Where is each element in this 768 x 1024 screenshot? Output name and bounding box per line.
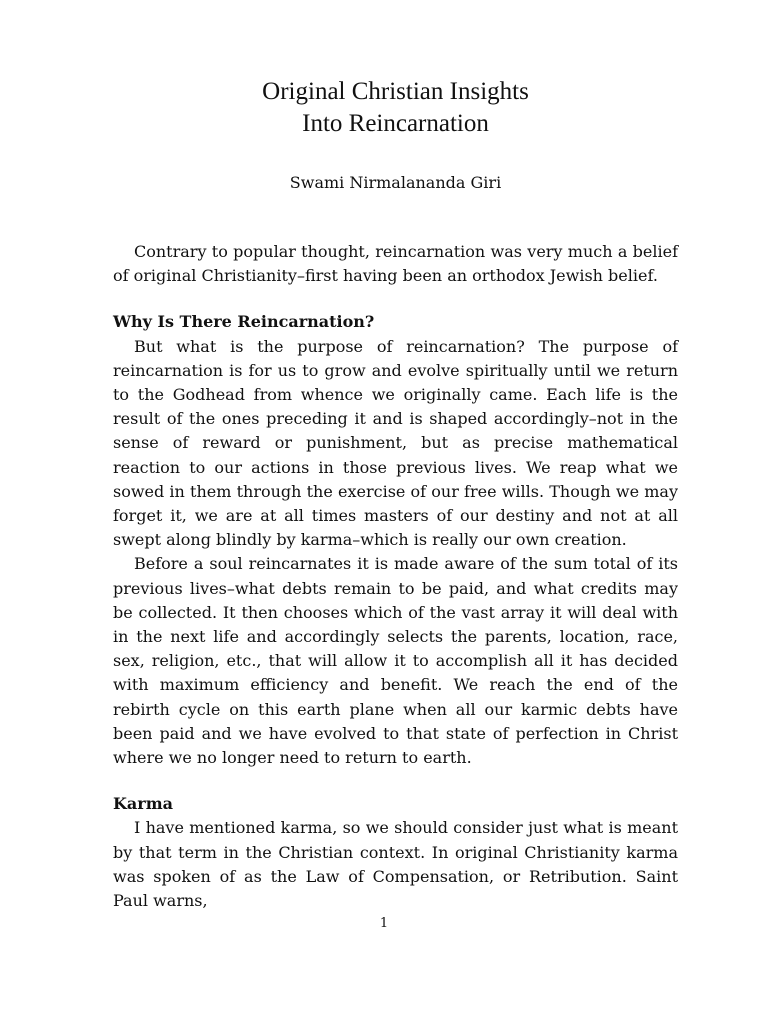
title-line-2: Into Reincarnation bbox=[302, 110, 489, 137]
section-heading-why-reincarnation: Why Is There Reincarnation? bbox=[113, 312, 375, 332]
paragraph-before-reincarnation: Before a soul reincarnates it is made aware of the sum total of its previous lives–what debts remain to be paid, and what credits may be collected. It then chooses which of the vast array it will deal with in the next life and accordingly selects the parents, location, race, sex, religion, etc., that will allow it to accomplish all it has decided with maximum efficiency and benefit. We reach the end of the rebirth cycle on this earth plane when all our karmic debts have been paid and we have evolved to that state of perfection in Christ where we no longer need to return to earth. bbox=[113, 554, 678, 768]
page-number: 1 bbox=[379, 916, 389, 931]
intro-paragraph: Contrary to popular thought, reincarnation was very much a belief of original Christianity–first having been an orthodox Jewish belief. bbox=[113, 242, 678, 286]
title-line-1: Original Christian Insights bbox=[262, 78, 529, 105]
author-name: Swami Nirmalananda Giri bbox=[289, 173, 502, 192]
paragraph-karma: I have mentioned karma, so we should consider just what is meant by that term in the Christian context. In original Christianity karma was spoken of as the Law of Compensation, or Retribution. Saint Paul warns, bbox=[113, 818, 678, 911]
document-title bbox=[113, 76, 678, 140]
paragraph-purpose-of-reincarnation: But what is the purpose of reincarnation? The purpose of reincarnation is for us to grow and evolve spiritually until we return to the Godhead from whence we originally came. Each life is the result of the ones preceding it and is shaped accordingly–not in the sense of reward or punishment, but as precise mathematical reaction to our actions in those previous lives. We reap what we sowed in them through the exercise of our free wills. Though we may forget it, we are at all times masters of our destiny and not at all swept along blindly by karma–which is really our own creation. bbox=[113, 336, 678, 550]
section-heading-karma: Karma bbox=[113, 794, 173, 814]
document-page bbox=[113, 76, 678, 913]
